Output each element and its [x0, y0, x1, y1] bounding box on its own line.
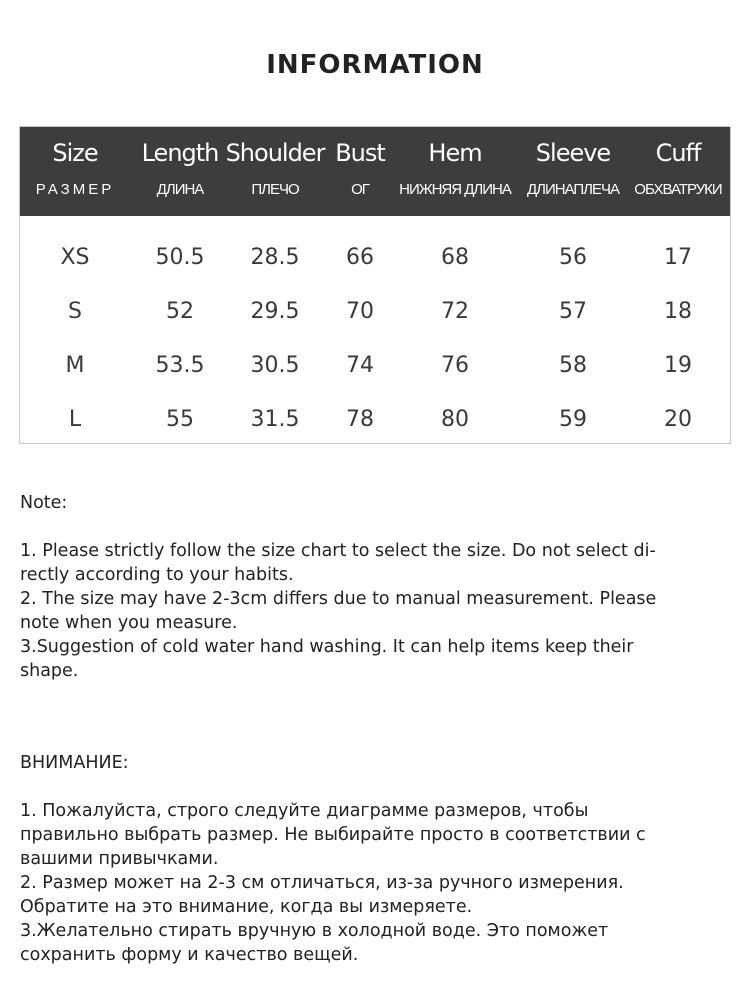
- note-en-line: 3.Suggestion of cold water hand washing. It can help items keep their: [20, 637, 634, 657]
- note-ru-line: правильно выбрать размер. Не выбирайте просто в соответствии с: [20, 825, 646, 845]
- cell-cuff: 20: [664, 407, 692, 432]
- header-shoulder-en: Shoulder: [225, 139, 325, 167]
- note-en-heading: Note:: [20, 493, 68, 513]
- table-row: [20, 393, 730, 447]
- cell-sleeve: 59: [559, 407, 587, 432]
- note-ru-line: 2. Размер может на 2-3 см отличаться, из-за ручного измерения.: [20, 873, 624, 893]
- header-length-ru: ДЛИНА: [156, 181, 204, 198]
- cell-length: 53.5: [155, 353, 205, 378]
- cell-length: 50.5: [155, 245, 205, 270]
- header-shoulder-ru: ПЛЕЧО: [251, 181, 299, 198]
- cell-bust: 78: [346, 407, 374, 432]
- header-size: [20, 127, 130, 216]
- cell-bust: 74: [346, 353, 374, 378]
- cell-hem: 72: [441, 299, 469, 324]
- cell-shoulder: 29.5: [250, 299, 300, 324]
- cell-shoulder: 31.5: [250, 407, 300, 432]
- header-bust: [330, 127, 390, 216]
- cell-length: 55: [166, 407, 194, 432]
- note-en-line: 2. The size may have 2-3cm differs due to manual measurement. Please: [20, 589, 657, 609]
- header-size-en: Size: [52, 139, 98, 167]
- header-length-en: Length: [141, 139, 219, 167]
- table-header: [20, 127, 730, 216]
- cell-cuff: 19: [664, 353, 692, 378]
- cell-size: S: [68, 299, 82, 324]
- table-row: [20, 339, 730, 393]
- header-cuff-en: Cuff: [655, 139, 701, 167]
- note-en-line: note when you measure.: [20, 613, 238, 633]
- cell-size: XS: [60, 245, 90, 270]
- note-en-line: rectly according to your habits.: [20, 565, 294, 585]
- cell-sleeve: 58: [559, 353, 587, 378]
- header-length: [130, 127, 230, 216]
- cell-hem: 80: [441, 407, 469, 432]
- cell-bust: 70: [346, 299, 374, 324]
- header-cuff-ru: ОБХВАТРУКИ: [634, 181, 722, 198]
- table-row: [20, 285, 730, 339]
- cell-size: M: [65, 353, 85, 378]
- header-bust-ru: ОГ: [351, 181, 369, 198]
- cell-cuff: 17: [664, 245, 692, 270]
- cell-hem: 76: [441, 353, 469, 378]
- table-row: [20, 231, 730, 285]
- header-shoulder: [220, 127, 330, 216]
- note-ru-line: 1. Пожалуйста, строго следуйте диаграмме размеров, чтобы: [20, 801, 589, 821]
- note-en-line: shape.: [20, 661, 79, 681]
- cell-bust: 66: [346, 245, 374, 270]
- header-bust-en: Bust: [335, 139, 385, 167]
- note-ru-line: Обратите на это внимание, когда вы измеряете.: [20, 897, 473, 917]
- cell-shoulder: 30.5: [250, 353, 300, 378]
- header-sleeve-ru: ДЛИНАПЛЕЧА: [526, 181, 620, 198]
- header-cuff: [626, 127, 730, 216]
- cell-cuff: 18: [664, 299, 692, 324]
- cell-length: 52: [166, 299, 194, 324]
- size-chart-table: [19, 126, 731, 444]
- page-title: INFORMATION: [266, 50, 484, 80]
- header-sleeve-en: Sleeve: [535, 139, 611, 167]
- header-hem: [390, 127, 520, 216]
- header-size-ru: РАЗМЕР: [35, 181, 115, 198]
- cell-sleeve: 56: [559, 245, 587, 270]
- note-ru-line: сохранить форму и качество вещей.: [20, 945, 359, 965]
- notes-section: [20, 491, 732, 967]
- cell-sleeve: 57: [559, 299, 587, 324]
- header-hem-ru: НИЖНЯЯ ДЛИНА: [399, 181, 511, 198]
- header-hem-en: Hem: [428, 139, 482, 167]
- cell-shoulder: 28.5: [250, 245, 300, 270]
- note-en-line: 1. Please strictly follow the size chart to select the size. Do not select di-: [20, 541, 656, 561]
- header-sleeve: [520, 127, 626, 216]
- note-ru-line: вашими привычками.: [20, 849, 219, 869]
- cell-size: L: [68, 407, 82, 432]
- note-ru-line: 3.Желательно стирать вручную в холодной воде. Это поможет: [20, 921, 609, 941]
- note-ru-heading: ВНИМАНИЕ:: [20, 753, 129, 773]
- cell-hem: 68: [441, 245, 469, 270]
